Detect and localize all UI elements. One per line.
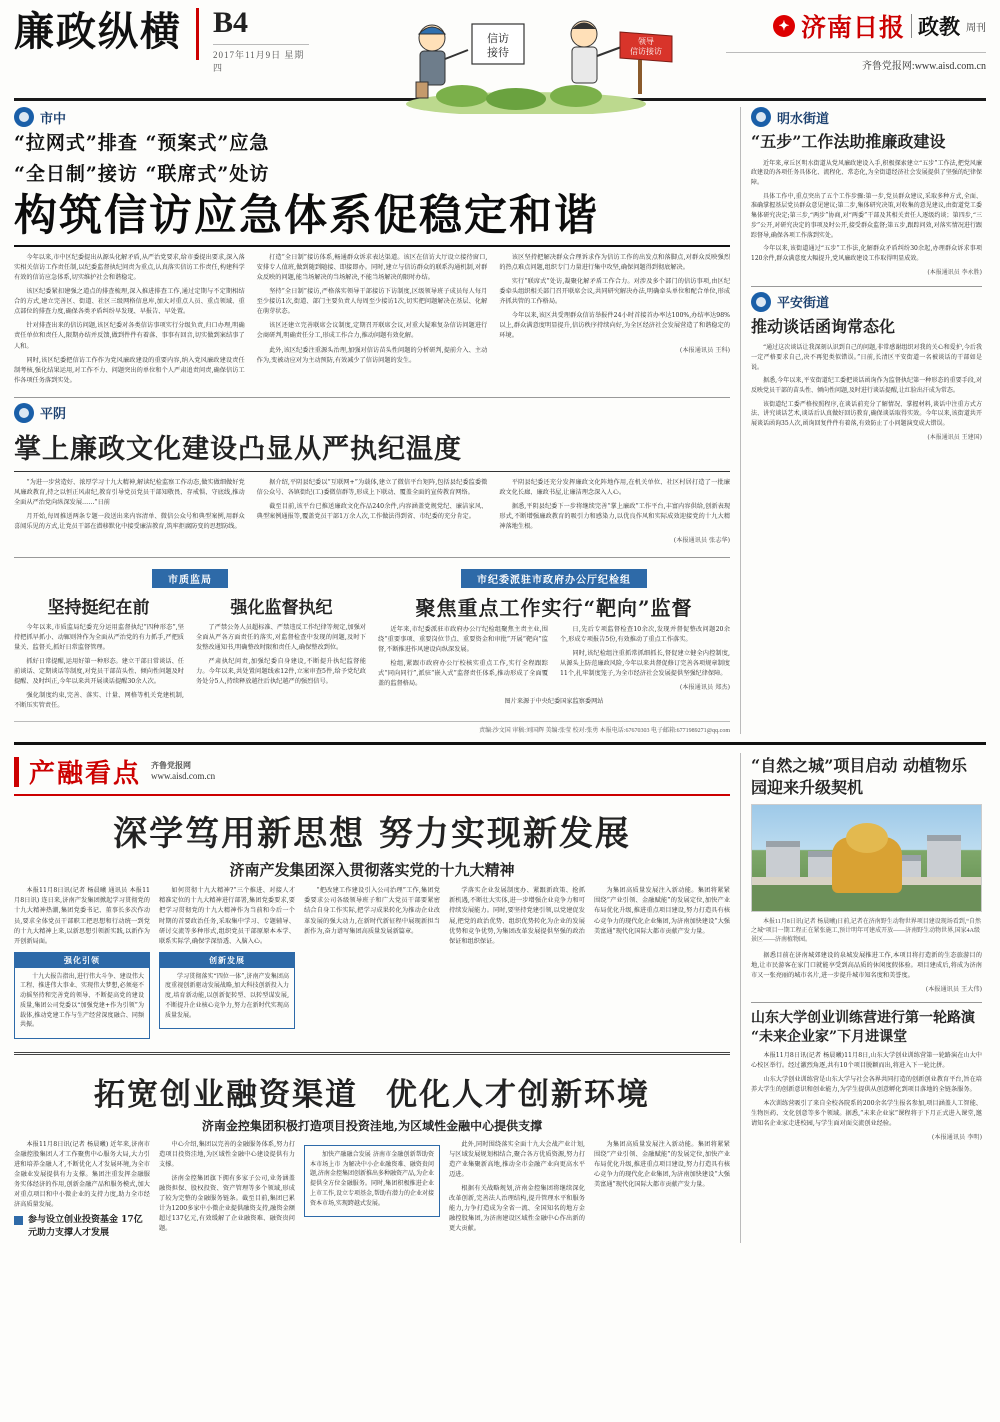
paragraph: 打造“全日制”接访体系,畅通群众诉求表达渠道。该区在信访大厅设立接待窗口,安排专人值班,做到随到随接、即接即办。同时,建立与信访群众的联系沟通机制,对群众反映的问题,能当场解决的当场解决,不能当场解决的限时办结。 <box>256 254 488 282</box>
divider <box>751 1002 982 1003</box>
paragraph: 学落实企业发展制度办、紧跟新政策、抢抓新机遇,不断壮大实体,进一步增强企业竞争力和可持续发展能力。同时,要坚持党建引领,以党建促发展,把党的政治优势、组织优势转化为企业的发展优势和竞争优势,为集团改革发展提供坚强的政治保证和组织保证。 <box>449 887 585 945</box>
paragraph: 据悉,平阴县纪委下一步将继续完善“掌上廉政”工作平台,丰富内容供给,创新表现形式,不断增强廉政教育的吸引力和感染力,以优良作风和实际成效迎接党的十九大精神落地生根。 <box>499 502 731 530</box>
paragraph: 十九大报告指出,进行伟大斗争、建设伟大工程、推进伟大事业、实现伟大梦想,必须毫不动摇坚持和完善党的领导、不断提高党的建设质量,集团公司党委以“加强党建+作为引领”为载体,推动党建工作与生产经营深度融合、同频共振。 <box>20 972 144 1029</box>
masthead-title-block <box>14 8 182 55</box>
paragraph: 该区还建立完善联席会议制度,定期召开联席会议,对重大疑难复杂信访问题进行会商研判,明确责任分工,形成工作合力,推动问题有效化解。 <box>256 322 488 340</box>
paragraph: 今年以来,该街道通过“五步”工作法,化解群众矛盾纠纷30余起,办理群众诉求事项120余件,群众满意度大幅提升,党风廉政建设工作取得明显成效。 <box>751 245 982 263</box>
section2-col-3 <box>304 886 440 1044</box>
section2-left <box>14 753 730 1243</box>
article3-subhead-2: 强化监督执纪 <box>230 597 333 618</box>
paragraph: 针对排查出来的信访问题,该区纪委对各类信访事项实行分级负责,归口办理,明确责任单位和责任人,限期办结并反馈,做到件件有着落、事事有回音,切实做到案结事了人和。 <box>14 322 245 350</box>
paragraph: 如何贯彻十九大精神?“三个推进、对接人才精准定位的十九大精神进行部署,集团党委要求,要把学习贯彻党的十九大精神作为当前和今后一个时期的首要政治任务,采取集中学习、专题辅导、研讨交流等多种形式,组织党员干部原原本本学、联系实际学,确保学深悟透、入脑入心。 <box>159 887 295 945</box>
paragraph: 月开始,每周推送两条专题一段送出来内容清单、微信公众号和典型案例,用群众喜闻乐见的方式,让党员干部在潜移默化中接受廉洁教育,筑牢拒腐防变的思想防线。 <box>14 512 245 530</box>
paragraph: 该区坚持把解决群众合理诉求作为信访工作的出发点和落脚点,对群众反映强烈的热点难点问题,组织专门力量进行集中攻坚,确保问题得到彻底解决。 <box>499 254 731 272</box>
svg-text:接待: 接待 <box>486 46 509 59</box>
section2-col-1 <box>14 886 150 1044</box>
section-bullet-icon <box>14 403 34 423</box>
paragraph: 根据有关战略规划,济南金控集团将继续深化改革创新,完善法人治理结构,提升管理水平和服务能力,力争打造成为全省一流、全国知名的地方金融控股集团,为济南建设区域性金融中心作出新的更大贡献。 <box>449 1185 585 1233</box>
tag-pill: 市质监局 <box>152 569 228 588</box>
lead-callout-text: 参与设立创业投资基金 17亿元助力支撑人才发展 <box>28 1215 143 1238</box>
lead-headline: 构筑信访应急体系促稳定和谐 <box>14 194 730 247</box>
article2-section-tag <box>14 403 730 423</box>
article3-right <box>378 563 730 715</box>
article3-left <box>14 563 366 715</box>
section2-url-text: www.aisd.com.cn <box>151 771 216 782</box>
byline: (本报通讯员 李明) <box>931 1133 982 1141</box>
article3-right-tag-bar <box>378 569 730 588</box>
paragraph: 强化制度约束,完善、落实、计量、网格等机关党建机制,不断压实管责任。 <box>14 692 184 710</box>
section2-col-5 <box>594 886 730 1044</box>
article3-right-col-2 <box>560 625 730 697</box>
lead-article <box>14 107 730 390</box>
paragraph: 实行“联席式”处访,凝聚化解矛盾工作合力。对涉及多个部门的信访事项,由区纪委牵头组织相关部门召开联席会议,共同研究解决办法,明确牵头单位和配合单位,形成齐抓共管的工作格局。 <box>499 278 731 306</box>
section2-body-2 <box>14 1140 730 1244</box>
article2-body <box>14 478 730 550</box>
page-credits: 责编:沙文国 审稿:刘国辉 美编:张莹 校对:张勇 本报电话:67670303 电子邮箱:6771989271@qq.com <box>14 721 730 734</box>
right-headline-1: “五步”工作法助推廉政建设 <box>751 132 946 151</box>
supplement-suffix: 周刊 <box>966 22 986 34</box>
right-body-2 <box>751 343 982 442</box>
paragraph: 日,先后专项监督检查10余次,发现并督促整改问题20余个,形成专项报告5份,有效推动了重点工作落实。 <box>560 625 730 644</box>
callout-box-1 <box>14 952 150 1039</box>
paragraph: 严肃执纪问责,加强纪委自身建设,不断提升执纪监督能力。今年以来,共处置问题线索12件,立案审查5件,给予党纪政务处分5人,持续释放越往后执纪越严的强烈信号。 <box>196 658 366 686</box>
publisher-logo <box>726 8 986 44</box>
right-article-2 <box>751 292 982 443</box>
tag-pill: 市纪委派驻市政府办公厅纪检组 <box>461 569 647 588</box>
section2-second-headlines <box>14 1061 730 1117</box>
article3-right-col-1 <box>378 625 548 697</box>
park-photo <box>751 804 982 912</box>
paragraph: “把改建工作建设引入公司治理”工作,集团党委要求公司各级领导班子和广大党员干部要紧密结合自身工作实际,把学习成果转化为推动企业改革发展的强大动力,在新时代新征程中展现新担当新作为,奋力谱写集团高质量发展新篇章。 <box>304 887 440 935</box>
section2-right-headline: “自然之城”项目启动 动植物乐园迎来升级契机 <box>751 756 967 797</box>
paragraph: 抓好日常提醒,运用好第一种形态。建立干部日常谈话、任前谈话、定期谈话等制度,对党员干部苗头性、倾向性问题及时提醒、及时纠正,今年以来共开展谈话提醒30余人次。 <box>14 658 184 686</box>
callout-box-2 <box>159 952 295 1030</box>
paragraph: 本次训练营吸引了来自全校各院系的200余名学生报名参加,项目涵盖人工智能、生物医药、文化创意等多个领域。据悉,“未来企业家”课程将于下月正式进入课堂,邀请知名企业家走进校园,与学生面对面交流创业经验。 <box>751 1099 982 1127</box>
right-section-tag-1 <box>751 107 982 127</box>
section2-main-headline: 深学笃用新思想 努力实现新发展 <box>113 814 631 855</box>
section-label: 市中 <box>40 111 67 127</box>
paragraph: 截至目前,该平台已推送廉政文化作品240余件,内容涵盖党规党纪、廉洁家风、典型案例通报等,覆盖党员干部1万余人次,工作做法得到省、市纪委的充分肯定。 <box>256 502 488 520</box>
paragraph: 同时,该区纪委把信访工作作为党风廉政建设的重要内容,纳入党风廉政建设责任制考核,强化结果运用,对工作不力、问题突出的单位和个人严肃追责问责,确保信访工作各项任务落到实处。 <box>14 356 245 384</box>
article2-col-1 <box>14 478 245 550</box>
svg-text:信访: 信访 <box>486 32 509 45</box>
logo-divider <box>911 14 912 38</box>
article3 <box>14 563 730 715</box>
article3-right-body <box>378 625 730 697</box>
page-number-block <box>213 8 309 74</box>
photo-caption: 本报11月8日讯(记者 杨晨曦)日前,记者在济南野生动物世界项目建设现场看到,“自然之城”项目一期工程正在紧张施工,预计明年可建成开放——济南野生动物世界,国家4A级景区——济南植物园。 <box>751 918 981 943</box>
section2-col-4 <box>449 886 585 1044</box>
paragraph: 本报11月8日讯(记者 杨晨曦 通讯员 本报11月8日讯) 连日来,济南产发集团掀起学习贯彻党的十九大精神热潮,集团党委书记、董事长多次作动员,要求全体党员干部职工把思想和行动统一到党的十九大精神上来,以新思想引领新实践,以新作为开创新局面。 <box>14 887 150 945</box>
section-bullet-icon <box>14 107 34 127</box>
publisher-name: 济南日报 <box>800 13 905 42</box>
left-content-column <box>14 107 730 734</box>
right-section-tag-2 <box>751 292 982 312</box>
paragraph: 济南金控集团旗下拥有多家子公司,业务涵盖融资担保、股权投资、资产管理等多个领域,形成了较为完整的金融服务链条。截至目前,集团已累计为1200多家中小微企业提供融资支持,融资金额超过137亿元,有效缓解了企业融资难、融资贵问题。 <box>159 1175 295 1233</box>
paragraph: 山东大学创业训练营是山东大学与社会各界共同打造的创新创业教育平台,旨在培养大学生的创新意识和创业能力,为学生提供从创意孵化到项目落地的全链条服务。 <box>751 1075 982 1093</box>
paragraph: “通过这次谈话让我深刻认识到自己的问题,非常感谢组织对我的关心和爱护,今后我一定严格要求自己,决不再犯类似错误。”日前,长清区平安街道一名被谈话的干部如是说。 <box>751 344 982 371</box>
svg-text:领导: 领导 <box>637 37 654 46</box>
callout-title-2: 创新发展 <box>160 953 294 968</box>
article3-left-tag-bar <box>14 569 366 588</box>
cartoon-illustration-icon <box>376 4 676 114</box>
paragraph: 坚持“全日制”接访,严格落实领导干部接访下访制度,区级领导班子成员每人每月至少接访1次,街道、部门主要负责人每周至少接访1次,切实把问题解决在基层、化解在萌芽状态。 <box>256 288 488 316</box>
section2-right-rail <box>740 753 982 1243</box>
byline: (本报通讯员 王科) <box>679 346 731 354</box>
top-area <box>14 107 986 734</box>
supplement-name: 政教 <box>918 14 960 39</box>
paragraph: 加快产融融合发展 济南市金融创新帮助资本市场上市 为解决中小企业融资难、融资贵问题,济南金控集团创新推出多种融资产品,为企业提供全方位金融服务。同时,集团积极推进企业上市工作,设立专项基金,帮助有潜力的企业对接资本市场,实现跨越式发展。 <box>310 1150 434 1207</box>
divider <box>14 557 730 558</box>
section2b-col-5 <box>594 1140 730 1244</box>
section2b-col-2 <box>159 1140 295 1244</box>
paragraph: 此外,该区纪委注重源头治理,加强对信访苗头性问题的分析研判,提前介入、主动作为,变被动应对为主动预防,有效减少了信访问题的发生。 <box>256 346 488 364</box>
section-label: 明水街道 <box>777 111 830 127</box>
paragraph: 平阴县纪委还充分发挥廉政文化阵地作用,在机关单位、社区村居打造了一批廉政文化长廊、廉政书屋,让廉洁理念深入人心。 <box>499 478 731 496</box>
section2-col-2 <box>159 886 295 1044</box>
right-rail <box>740 107 982 734</box>
paragraph: 今年以来,市中区纪委提出从源头化解矛盾,从严治党要求,给市委提出要求,深入落实相关信访工作责任制,以纪委监督执纪问责为重点,认真落实信访工作责任,构建科学有效的信访应急体系,切实维护社会和谐稳定。 <box>14 254 245 282</box>
paragraph: 该区纪委紧扣建强之道点的排查梳理,深入推进排查工作,通过定期与不定期相结合的方式,建立完善区、街道、社区三级网格信息库,加大对重点人员、重点领域、重点部位的排查力度,确保各类矛盾纠纷早发现、早报告、早处置。 <box>14 288 245 316</box>
divider <box>14 397 730 398</box>
paragraph: 本报11月8日讯(记者 杨晨曦) 近年来,济南市金融控股集团人才工作聚焦中心服务大局,大力引进和培养金融人才,不断优化人才发展环境,为全市金融业发展提供有力支撑。集团注重发挥金融服务实体经济的作用,创新金融产品和服务模式,加大对重点项目和中小微企业的支持力度,助力全市经济高质量发展。 <box>14 1140 150 1209</box>
callout-box-3 <box>304 1145 440 1217</box>
byline: (本报通讯员 郑杰) <box>679 684 730 692</box>
lead-callout <box>14 1214 150 1239</box>
publisher-block <box>726 8 986 72</box>
article3-right-headline: 聚焦重点工作实行“靶向”监督 <box>415 595 693 620</box>
square-bullet-icon <box>14 1216 23 1225</box>
publisher-website: 齐鲁党报网:www.aisd.com.cn <box>726 52 986 72</box>
section2-headline-right: 优化人才创新环境 <box>386 1076 650 1113</box>
section-label: 平阴 <box>40 407 67 423</box>
section2-url-top: 齐鲁党报网 <box>151 760 192 770</box>
brand-accent-bar <box>14 757 19 787</box>
lead-col-2 <box>257 253 488 390</box>
paragraph: 近年来,章丘区明水街道从党风廉政建设入手,积极探索建立“五步”工作法,把党风廉政建设的各项任务具体化、流程化、常态化,为全街道经济社会发展提供了坚强的纪律保障。 <box>751 159 982 187</box>
lead-col-1 <box>14 253 245 390</box>
paragraph: 具体工作中,重点突出了五个工作步骤:第一步,党员群众建议,采取多种方式,全面、准确掌握基层党员群众意见建议;第二步,集体研究决策,对收集的意见建议,由街道党工委集体研究决定;第三步,“两步”协商,对“两委”干部及其相关责任人逐级约谈；第四步,“三步”公开,对研究决定的事项及时公开,接受群众监督;第五步,跟踪问效,对落实情况进行跟踪督导,确保各项工作落到实处。 <box>751 192 982 239</box>
paragraph: 检组,紧跟市政府办公厅校核实重点工作,实行全程跟踪式“同向同行”,派驻“嵌入式”监督责任体系,推动形成了全面覆盖的监督格局。 <box>378 660 548 688</box>
lead-col-3 <box>499 253 730 390</box>
section2-sub-headline: 济南产发集团深入贯彻落实党的十九大精神 <box>229 861 515 880</box>
byline: (本报通讯员 李永胜) <box>927 268 982 276</box>
section2-headline-left: 拓宽创业融资渠道 <box>94 1076 358 1113</box>
byline: (本报通讯员 张志华) <box>673 536 731 544</box>
publish-date: 2017年11月9日 星期四 <box>213 44 309 74</box>
section2b-col-1 <box>14 1140 150 1244</box>
article-pingyin <box>14 403 730 550</box>
lead-body <box>14 253 730 390</box>
section-bullet-icon <box>751 107 771 127</box>
paragraph: 此外,同时围绕落实全面十九大会战产业计划,与区域发展规划相结合,聚合各方优质资源,努力打造产业集聚新高地,推动全市金融产业向更高水平迈进。 <box>449 1140 585 1179</box>
callout-title-1: 强化引领 <box>15 953 149 968</box>
article3-left-col-1 <box>14 623 184 715</box>
right-article-1 <box>751 107 982 278</box>
page-title: 廉政纵横 <box>14 8 182 55</box>
paragraph: 今年以来,该区共受理群众信访举报件24小时首接首办率达100%,办结率达98%以上,群众满意度明显提升,信访秩序持续向好,为全区经济社会发展营造了和谐稳定的环境。 <box>499 312 731 340</box>
article2-headline: 掌上廉政文化建设凸显从严执纪温度 <box>14 427 730 472</box>
lion-sculpture-icon <box>832 837 902 893</box>
paragraph: 为集团高质量发展注入新动能。集团将紧紧围绕“产业引领、金融赋能”的发展定位,加快产业布局优化升级,推进重点项目建设,努力打造具有核心竞争力的现代化企业集团,为济南加快建设“大强美富通”现代化国际大都市贡献产发力量。 <box>594 1140 730 1189</box>
divider <box>14 1052 730 1055</box>
paragraph: 今年以来,市质监局纪委充分运用监督执纪“四种形态”,坚持把抓早抓小、动辄则咎作为全面从严治党的有力抓手,严把质量关、监督关,抓好日常监督管理。 <box>14 623 184 652</box>
masthead <box>14 8 986 101</box>
paragraph: 据悉,今年以来,平安街道纪工委把谈话函询作为监督执纪第一种形态的重要手段,对反映党员干部的苗头性、倾向性问题,及时进行谈话提醒,让红脸出汗成为常态。 <box>751 377 982 394</box>
section2-sub-headline-2: 济南金控集团积极打造项目投资洼地,为区域性金融中心提供支撑 <box>201 1118 543 1133</box>
paragraph: 学习贯彻落实“四位一体”,济南产发集团高度重视创新驱动发展战略,加大科技创新投入力度,培育新动能,以创新促转型、以转型谋发展,不断提升企业核心竞争力,努力在新时代实现高质量发展。 <box>165 972 289 1019</box>
paragraph: “为进一步营造好、浓厚学习十九大精神,解读纪检监察工作动态,做实做细做好党风廉政教育,持之以恒正风肃纪,教育引导党员党员干部知敬畏、存戒惧、守底线,推动全面从严治党向纵深发展……”日前 <box>14 478 245 506</box>
section2-title: 产融看点 <box>29 759 142 790</box>
divider <box>751 286 982 287</box>
paragraph: 中心介绍,集团以完善的金融服务体系,努力打造项目投资洼地,为区域性金融中心建设提供有力支撑。 <box>159 1140 295 1169</box>
paragraph: 该街道纪工委严格按照程序,在谈话前充分了解情况、掌握材料,谈话中注重方式方法、讲究谈话艺术,谈话后认真做好回访教育,确保谈话取得实效。今年以来,该街道共开展谈话函询35人次,函询回复件件有着落,有效防止了小问题演变成大错误。 <box>751 400 982 428</box>
paragraph: 据悉目前在济南城郊建设的泉城发展推进工作,本项目将打造新的生态旅游目的地,让市民游客在家门口就能享受到高品质的休闲度假体验。项目建成后,将成为济南市又一张亮丽的城市名片,进一步提升城市知名度和美誉度。 <box>751 951 982 979</box>
article3-left-heads <box>14 590 366 623</box>
paragraph: 为集团高质量发展注入新动能。集团将紧紧围绕“产业引领、金融赋能”的发展定位,加快产业布局优化升级,推进重点项目建设,努力打造具有核心竞争力的现代化企业集团,为济南加快建设“大强美富通”现代化国际大都市贡献产发力量。 <box>594 887 730 935</box>
article3-left-body <box>14 623 366 715</box>
masthead-illustration-area <box>309 8 726 92</box>
section2-brand <box>14 753 730 796</box>
lead-kicker-2: “全日制”接访 “联席式”处访 <box>14 162 270 185</box>
flame-logo-icon: ✦ <box>773 15 795 37</box>
section2b-col-4 <box>449 1140 585 1244</box>
paragraph: 了严禁公务人员超标准、严禁违反工作纪律等规定,加强对全面从严各方面责任的落实,对监督检查中发现的问题,及时下发整改通知书,明确整改时限和责任人,确保整改到位。 <box>196 623 366 652</box>
photo-credit: 图片来源于中央纪委国家监察委网站 <box>504 698 604 706</box>
section2-right-headline-2: 山东大学创业训练营进行第一轮路演 “未来企业家”下月进课堂 <box>751 1009 975 1045</box>
section-chanrong <box>14 742 986 1243</box>
article3-subhead-1: 坚持挺纪在前 <box>47 597 150 618</box>
right-body-1 <box>751 159 982 278</box>
section2-url <box>151 761 215 783</box>
section-label: 平安街道 <box>777 296 830 311</box>
byline: (本报通讯员 王大伟) <box>925 985 982 993</box>
page-number: B4 <box>213 6 249 39</box>
byline: (本报通讯员 王建国) <box>927 433 982 441</box>
right-headline-2: 推动谈话函询常态化 <box>751 316 896 336</box>
article2-col-3 <box>499 478 730 550</box>
paragraph: 同时,该纪检组注重抓常抓细抓长,督促建立健全内控制度,从源头上防范廉政风险,今年以来共督促修订完善各项规章制度11个,扎牢制度笼子,为全市经济社会发展提供坚强纪律保障。 <box>560 650 730 678</box>
article3-left-col-2 <box>196 623 366 715</box>
paragraph: 据介绍,平阴县纪委以“互联网+”为载体,建立了微信平台矩阵,包括县纪委监委微信公众号、各镇街纪(工)委微信群等,形成上下联动、覆盖全面的宣传教育网络。 <box>256 478 488 496</box>
article2-col-2 <box>257 478 488 550</box>
section-bullet-icon <box>751 292 771 312</box>
masthead-divider <box>196 8 199 60</box>
paragraph: 本报11月8日讯(记者 杨晨曦)11月8日,山东大学创业训练营第一轮路演在山大中心校区举行。经过激烈角逐,共有10个项目脱颖而出,将进入下一轮比拼。 <box>751 1051 982 1069</box>
svg-text:信访接访: 信访接访 <box>629 47 662 56</box>
section2-body <box>14 886 730 1044</box>
paragraph: 近年来,市纪委派驻市政府办公厅纪检组聚焦主责主业,围绕“重要事项、重要岗位节点、重要资金和审批”开展“靶向”监督,不断推进作风建设向纵深发展。 <box>378 625 548 654</box>
section2b-col-3 <box>304 1140 440 1244</box>
lead-kicker-1: “拉网式”排查 “预案式”应急 <box>14 132 270 154</box>
